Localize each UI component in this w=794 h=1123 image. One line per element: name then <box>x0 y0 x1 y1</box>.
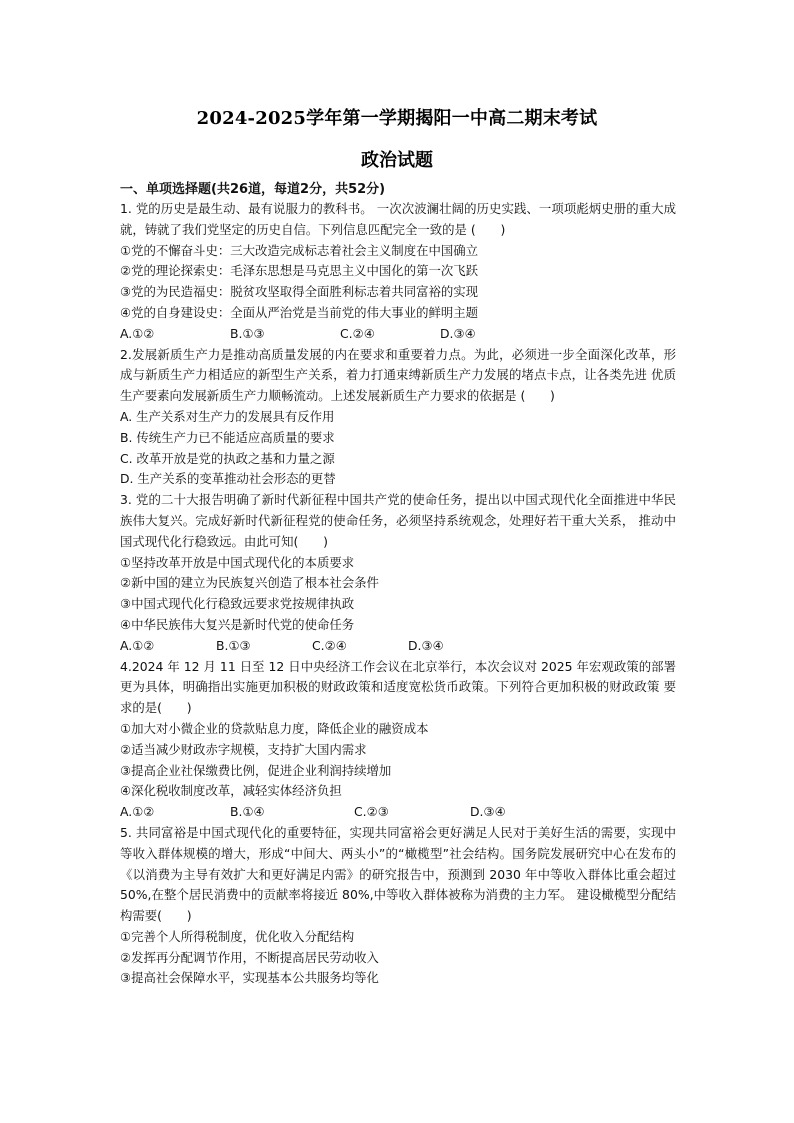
option-a: A.①② <box>120 804 155 820</box>
section-heading: 一、单项选择题(共26道，每道2分，共52分) <box>120 182 386 197</box>
option-c: C.②④ <box>340 325 375 341</box>
exam-subject: 政治试题 <box>361 150 433 171</box>
option-b: B.①④ <box>230 804 265 820</box>
question-2-stem: 2.发展新质生产力是推动高质量发展的内在要求和重要着力点。为此，必须进一步全面深化改革，形成与新质生产力相适应的新型生产关系，着力打通束缚新质生产力发展的堵点卡点，让各类先进 优质生产要素向发展新质生产力顺畅流动。上述发展新质生产力要求的依据是 ( ) <box>120 346 676 404</box>
question-2-item: A. 生产关系对生产力的发展具有反作用 <box>120 408 335 424</box>
question-4-item: ②适当减少财政赤字规模，支持扩大国内需求 <box>120 741 367 757</box>
question-1-item: ①党的不懈奋斗史：三大改造完成标志着社会主义制度在中国确立 <box>120 242 479 258</box>
question-3-item: ①坚持改革开放是中国式现代化的本质要求 <box>120 554 355 570</box>
option-d: D.③④ <box>440 325 476 341</box>
question-1-item: ③党的为民造福史：脱贫攻坚取得全面胜利标志着共同富裕的实现 <box>120 284 479 300</box>
option-b: B.①③ <box>230 325 265 341</box>
question-5-item: ①完善个人所得税制度，优化收入分配结构 <box>120 928 355 944</box>
question-5-item: ③提高社会保障水平，实现基本公共服务均等化 <box>120 970 379 986</box>
option-d: D.③④ <box>470 804 506 820</box>
option-c: C.②③ <box>354 804 389 820</box>
question-1-item: ④党的自身建设史：全面从严治党是当前党的伟大事业的鲜明主题 <box>120 304 479 320</box>
question-4-options <box>120 802 676 823</box>
question-1-stem: 1. 党的历史是最生动、最有说服力的教科书。 一次次波澜壮阔的历史实践、一项项彪炳史册的重大成就，铸就了我们党坚定的历史自信。下列信息匹配完全一致的是 ( ) <box>120 201 676 237</box>
question-2-item: C. 改革开放是党的执政之基和力量之源 <box>120 450 335 466</box>
question-2-item: B. 传统生产力已不能适应高质量的要求 <box>120 429 335 445</box>
option-a: A.①② <box>120 637 155 653</box>
question-3-item: ②新中国的建立为民族复兴创造了根本社会条件 <box>120 575 379 591</box>
question-4-item: ③提高企业社保缴费比例，促进企业利润持续增加 <box>120 762 392 778</box>
question-5-stem: 5. 共同富裕是中国式现代化的重要特征，实现共同富裕会更好满足人民对于美好生活的需要，实现中等收入群体规模的增大，形成“中间大、两头小”的“橄榄型”社会结构。国务院发展研究中心在发布的《以消费为主导有效扩大和更好满足内需》的研究报告中，预测到 2030 年中等收入群体比重会超过 50%,在整个居民消费中的贡献率将接近 80%,中等收入群体被称为消费的主力军。 建设橄榄型分配结构需要( ) <box>120 824 676 924</box>
option-d: D.③④ <box>408 637 444 653</box>
option-a: A.①② <box>120 325 155 341</box>
question-4-item: ①加大对小微企业的贷款贴息力度，降低企业的融资成本 <box>120 720 429 736</box>
exam-title: 2024-2025学年第一学期揭阳一中高二期末考试 <box>196 108 598 129</box>
question-3-item: ④中华民族伟大复兴是新时代党的使命任务 <box>120 616 355 632</box>
question-3-stem: 3. 党的二十大报告明确了新时代新征程中国共产党的使命任务，提出以中国式现代化全面推进中华民族伟大复兴。完成好新时代新征程党的使命任务，必须坚持系统观念，处理好若干重大关系， 推动中国式现代化行稳致远。由此可知( ) <box>120 492 676 549</box>
option-b: B.①③ <box>216 637 251 653</box>
question-4-stem: 4.2024 年 12 月 11 日至 12 日中央经济工作会议在北京举行，本次会议对 2025 年宏观政策的部署更为具体，明确指出实施更加积极的财政政策和适度宽松货币政策。下列符合更加积极的财政政策 要求的是( ) <box>120 658 676 716</box>
question-2-item: D. 生产关系的变革推动社会形态的更替 <box>120 471 336 487</box>
question-4-item: ④深化税收制度改革，减轻实体经济负担 <box>120 783 342 799</box>
question-5-item: ②发挥再分配调节作用，不断提高居民劳动收入 <box>120 949 379 965</box>
option-c: C.②④ <box>312 637 347 653</box>
question-1-item: ②党的理论探索史：毛泽东思想是马克思主义中国化的第一次飞跃 <box>120 263 479 279</box>
question-3-item: ③中国式现代化行稳致远要求党按规律执政 <box>120 596 355 612</box>
question-3-options <box>120 636 676 657</box>
questions <box>120 199 676 989</box>
question-1-options <box>120 324 676 345</box>
